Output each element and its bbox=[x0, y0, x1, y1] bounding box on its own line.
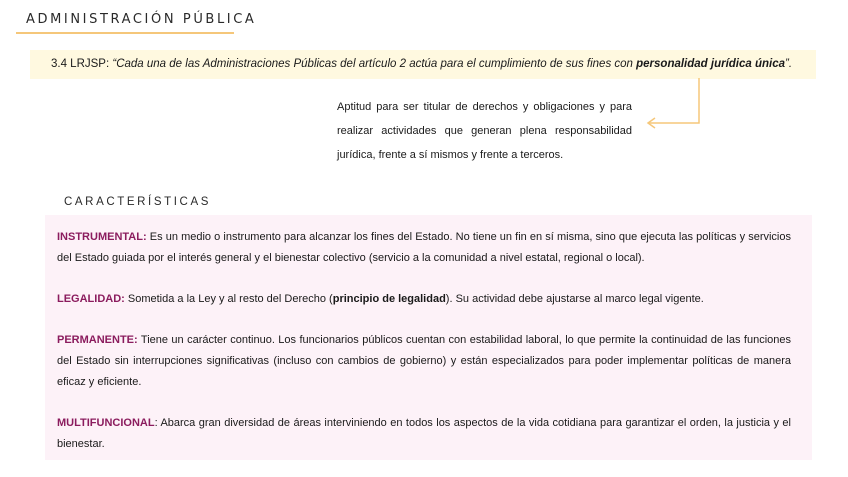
characteristics-heading: CARACTERÍSTICAS bbox=[64, 196, 211, 208]
elbow-arrow-icon bbox=[640, 78, 710, 128]
quote-bold: personalidad jurídica única bbox=[636, 58, 786, 70]
quote-prefix: 3.4 LRJSP: bbox=[51, 58, 113, 70]
characteristic-multifuncional bbox=[57, 413, 791, 455]
characteristic-legalidad bbox=[57, 289, 791, 310]
definition-text: Aptitud para ser titular de derechos y obligaciones y para realizar actividades que generan plena responsabilidad jurídica, frente a sí mismos y frente a terceros. bbox=[337, 101, 632, 161]
characteristic-instrumental bbox=[57, 227, 791, 269]
characteristic-text: : Abarca gran diversidad de áreas interviniendo en todos los aspectos de la vida cotidiana para garantizar el orden, la justicia y el bienestar. bbox=[57, 417, 791, 450]
characteristic-term: PERMANENTE: bbox=[57, 334, 138, 346]
title-underline bbox=[16, 32, 234, 34]
quote-text-after: ”. bbox=[785, 58, 793, 70]
characteristics-box bbox=[45, 215, 812, 460]
quote-text-before: “Cada una de las Administraciones Públicas del artículo 2 actúa para el cumplimiento de sus fines con bbox=[112, 58, 637, 70]
characteristic-text: Tiene un carácter continuo. Los funcionarios públicos cuentan con estabilidad laboral, lo que permite la continuidad de las funciones del Estado sin interrupciones significativas (incluso con cambios de gobierno) y están especializados para poder implementar políticas de manera eficaz y eficiente. bbox=[57, 334, 791, 388]
characteristic-bold: principio de legalidad bbox=[332, 293, 446, 305]
quote-text bbox=[112, 58, 792, 70]
characteristic-permanente bbox=[57, 330, 791, 393]
characteristic-term: MULTIFUNCIONAL bbox=[57, 417, 155, 429]
characteristic-text-after: ). Su actividad debe ajustarse al marco legal vigente. bbox=[445, 293, 704, 305]
characteristic-text: Es un medio o instrumento para alcanzar los fines del Estado. No tiene un fin en sí misma, sino que ejecuta las políticas y servicios del Estado guiada por el interés general y el bienestar colectivo (servicio a la comunidad a nivel estatal, regional o local). bbox=[57, 231, 791, 264]
page-title: ADMINISTRACIÓN PÚBLICA bbox=[26, 12, 257, 27]
characteristic-term: INSTRUMENTAL: bbox=[57, 231, 147, 243]
characteristic-text-before: Sometida a la Ley y al resto del Derecho ( bbox=[124, 293, 333, 305]
characteristic-term: LEGALIDAD: bbox=[57, 293, 125, 305]
quote-box bbox=[30, 50, 816, 79]
